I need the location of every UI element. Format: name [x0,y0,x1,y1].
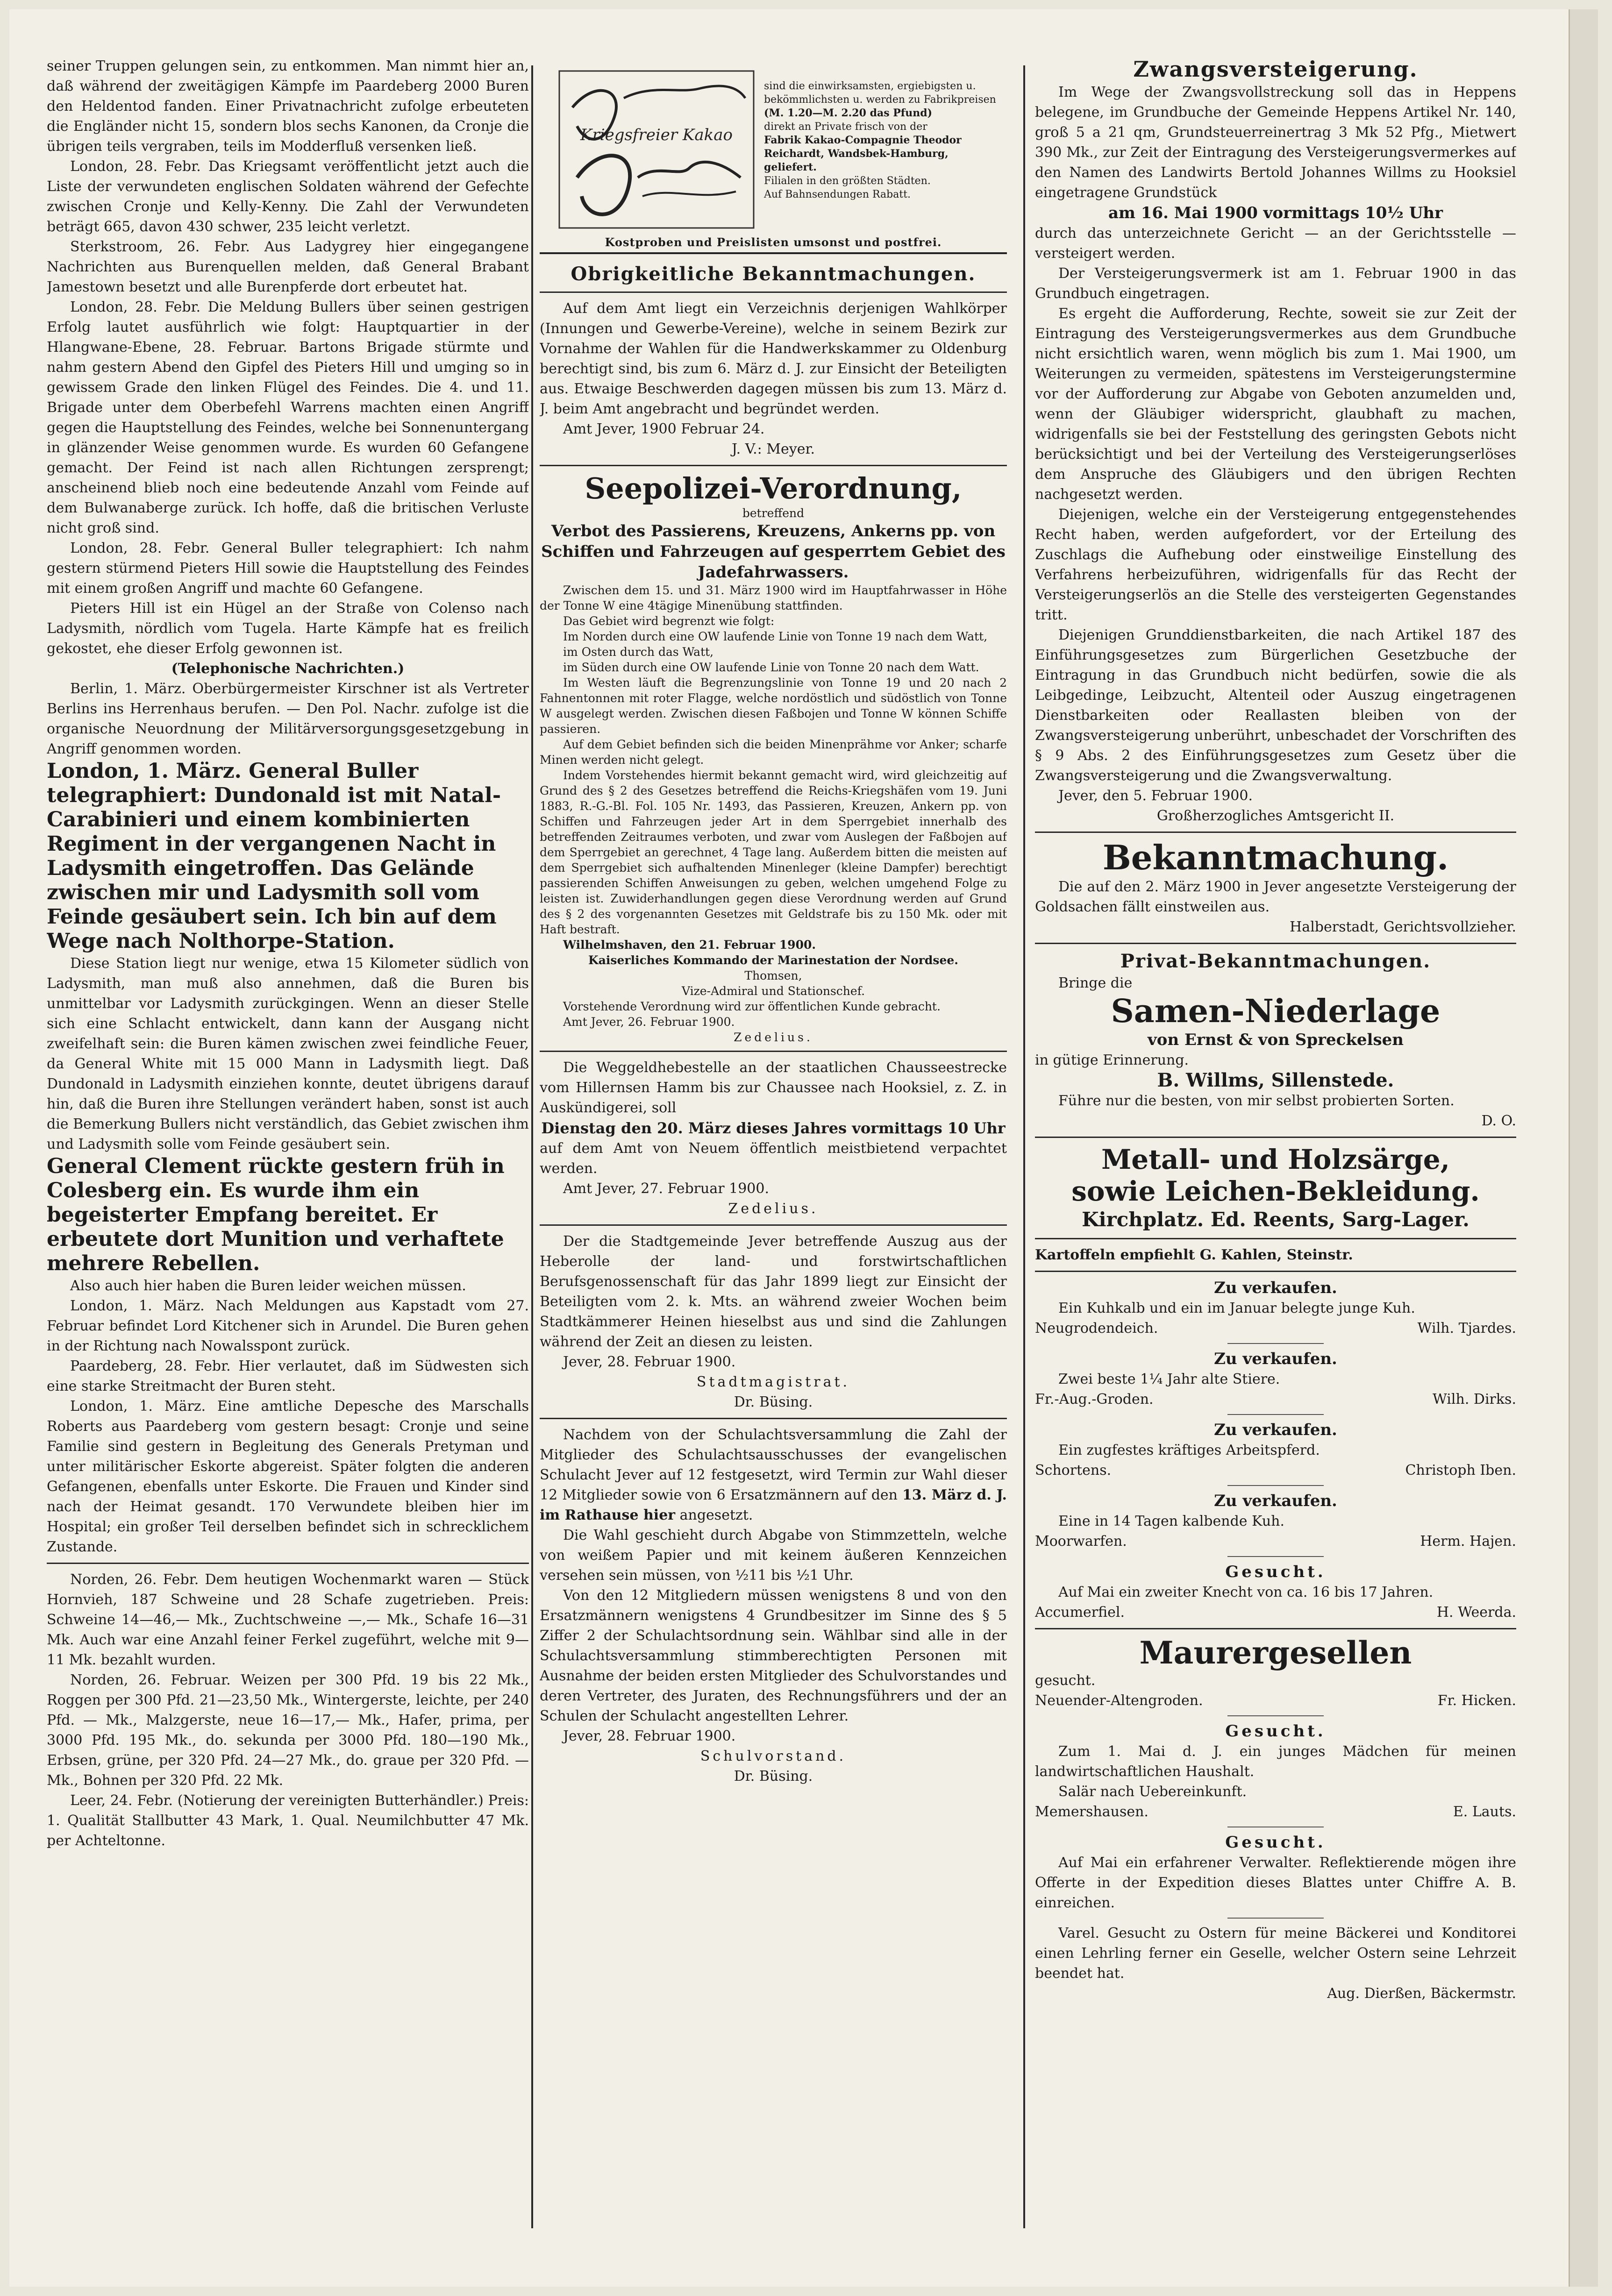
boundary-east: im Osten durch das Watt, [563,645,714,659]
notice-signature: Zedelius. [734,1031,813,1044]
notice-paragraph: Diejenigen, welche ein der Versteigerung entgegenstehendes Recht haben, werden aufgefordert, vor der Erteilung des Zuschlags die Aufhebung oder einstweilige Einstellung des Verfahrens herbeizuführen, widrigenfalls für das Recht der Versteigerungserlös an die Stelle des versteigerten Gegenstandes tritt. [1035,506,1516,623]
ad-text: Varel. Gesucht zu Ostern für meine Bäckerei und Konditorei einen Lehrling ferner ein Geselle, welcher Ostern seine Lehrzeit beendet hat. [1035,1925,1516,1982]
news-paragraph: Pieters Hill ist ein Hügel an der Straße von Colenso nach Ladysmith, nördlich vom Tugela. Harte Kämpfe hat es freilich gekostet, ehe dieser Erfolg gewonnen ist. [47,600,529,657]
ad-text: Eine in 14 Tagen kalbende Kuh. [1058,1513,1285,1529]
news-paragraph: London, 1. März. Nach Meldungen aus Kapstadt vom 27. Februar befindet Lord Kitchener sich in Arundel. Die Buren gehen in der Richtung nach Nowalsspont zurück. [47,1298,529,1354]
divider [1035,832,1516,833]
column-official-notices [540,56,1007,1786]
ad-footer-row [1035,1602,1516,1622]
divider [1035,1628,1516,1629]
ad-name: Herm. Hajen. [1420,1533,1516,1550]
sea-police-heading: Seepolizei-Verordnung, [585,471,962,505]
ad-footer-row [1035,1691,1516,1711]
notice-date: Wilhelmshaven, den 21. Februar 1900. [563,938,816,952]
cocoa-logo-image [558,70,755,229]
divider [1227,1556,1324,1557]
notice-paragraph: Vorstehende Verordnung wird zur öffentlichen Kunde gebracht. [563,1000,941,1013]
ad-place: Memershausen. [1035,1804,1148,1820]
ad-price: (M. 1.20—M. 2.20 das Pfund) [764,107,933,119]
telephone-news-heading: (Telephonische Nachrichten.) [171,661,405,677]
cocoa-advertisement [540,56,1007,254]
cocoa-logo-text: Kriegsfreier Kakao [580,126,733,144]
notice-paragraph: Die Wahl geschieht durch Abgabe von Stimmzetteln, welche von weißem Papier und mit keinem äußeren Kennzeichen versehen sein müssen, von ½11 bis ½1 Uhr. [540,1527,1007,1584]
notice-paragraph: Von den 12 Mitgliedern müssen wenigstens 8 und von den Ersatzmännern wenigstens 4 Grundbesitzer im Sinne des § 5 Ziffer 2 der Schulachtsordnung sein. Wählbar sind alle in der Schulachtsversammlung stimmberechtigten Personen mit Ausnahme der beiden ersten Mitglieder des Schulvorstandes und deren Vertreter, des Juraten, des Rechnungsführers und der an Schulen der Schulacht angestellten Lehrer. [540,1587,1007,1724]
notice-paragraph: Es ergeht die Aufforderung, Rechte, soweit sie zur Zeit der Eintragung des Versteigerungsvermerkes aus dem Grundbuche nicht ersichtlich waren, wenn möglich bis zum 1. Mai 1900, um Weiterungen zu vermeiden, spätestens im Versteigerungstermine vor der Aufforderung zur Abgabe von Geboten anzumelden und, wenn der Gläubiger widerspricht, glaubhaft zu machen, widrigenfalls sie bei der Feststellung des geringsten Gebots nicht berücksichtigt und bei der Verteilung des Versteigerungserlöses dem Anspruche des Gläubigers und den übrigen Rechten nachgesetzt werden. [1035,306,1516,503]
divider [1227,1343,1324,1344]
notice-paragraph: durch das unterzeichnete Gericht — an der Gerichtsstelle — versteigert werden. [1035,225,1516,262]
market-report: Norden, 26. Februar. Weizen per 300 Pfd. 19 bis 22 Mk., Roggen per 300 Pfd. 21—23,50 Mk., Wintergerste, leichte, per 240 Pfd. — Mk., Malzgerste, neue 16—17,— Mk., Hafer, prima, per 3000 Pfd. 195 Mk., do. sekunda per 3000 Pfd. 180—190 Mk., Erbsen, grüne, per 320 Pfd. 24—27 Mk., do. graue per 320 Pfd. — Mk., Bohnen per 320 Pfd. 22 Mk. [47,1672,529,1789]
notice-signature: Stadtmagistrat. [696,1374,850,1390]
divider [1035,1238,1516,1239]
potato-ad: Kartoffeln empfiehlt G. Kahlen, Steinstr. [1035,1247,1353,1263]
ad-text: in gütige Erinnerung. [1035,1052,1189,1068]
divider [540,1418,1007,1419]
ad-place: Neuender-Altengroden. [1035,1692,1203,1709]
ad-company: Fabrik Kakao-Compagnie Theodor Reichardt, Wandsbek-Hamburg, geliefert. [764,134,962,173]
column-rule-right [1023,65,1025,2228]
ad-text: Auf Mai ein zweiter Knecht von ca. 16 bis 17 Jahren. [1058,1584,1434,1600]
seed-store-owner: von Ernst & von Spreckelsen [1148,1031,1404,1049]
ad-footer-row [1035,1460,1516,1480]
notice-paragraph: Das Gebiet wird begrenzt wie folgt: [563,614,775,628]
ad-place: Fr.-Aug.-Groden. [1035,1391,1154,1407]
notice-paragraph: Diejenigen Grunddienstbarkeiten, die nach Artikel 187 des Einführungsgesetzes zum Bürgerlichen Gesetzbuche der Eintragung in das Grundbuch nicht bedürfen, sowie die als Leibgedinge, Leibzucht, Altenteil oder Auszug eingetragenen Dienstbarkeiten oder Reallasten bleiben von der Zwangsversteigerung unberührt, unbeschadet der Vorschriften des § 9 Abs. 2 des Einführungsgesetzes zum Gesetz über die Zwangsversteigerung und die Zwangsverwaltung. [1035,627,1516,784]
ad-name: E. Lauts. [1453,1804,1516,1820]
ad-text: Zum 1. Mai d. J. ein junges Mädchen für meinen landwirtschaftlichen Haushalt. [1035,1743,1516,1780]
seed-store-name: B. Willms, Sillenstede. [1157,1069,1394,1091]
divider [47,1563,529,1564]
notice-paragraph: Auf dem Gebiet befinden sich die beiden Minenprähme vor Anker; scharfe Minen werden nicht gelegt. [540,738,1007,767]
boundary-west: Im Westen läuft die Begrenzungslinie von Tonne 19 und 20 nach 2 Fahnentonnen mit roter Flagge, welche nordöstlich und südöstlich von Tonne W ausgelegt werden. Zwischen diesen Faßbojen und Tonne W können Schiffe passieren. [540,676,1007,736]
coffin-ad-heading: Metall- und Holzsärge, [1101,1144,1450,1175]
notice-signature: Thomsen, [744,969,802,982]
ad-text: Ein Kuhkalb und ein im Januar belegte junge Kuh. [1058,1300,1415,1316]
for-sale-heading: Zu verkaufen. [1214,1492,1337,1510]
notice-paragraph: Zwischen dem 15. und 31. März 1900 wird im Hauptfahrwasser in Höhe der Tonne W eine 4tägige Minenübung stattfinden. [540,583,1007,612]
column-news [47,56,529,1851]
news-paragraph: London, 28. Febr. General Buller telegraphiert: Ich nahm gestern stürmend Pieters Hill sowie die Hauptstellung des Feindes mit einem großen Angriff und machte 60 Gefangene. [47,540,529,597]
divider [1035,1271,1516,1272]
auction-date-bold: am 16. Mai 1900 vormittags 10½ Uhr [1108,204,1443,222]
notice-signature: Zedelius. [728,1201,819,1217]
ad-line: direkt an Private frisch von der [764,121,927,133]
market-report: Leer, 24. Febr. (Notierung der vereinigten Butterhändler.) Preis: 1. Qualität Stallbutter 43 Mark, 1. Qual. Neumilchbutter 47 Mk. per Achteltonne. [47,1792,529,1849]
news-paragraph: London, 28. Febr. Das Kriegsamt veröffentlicht jetzt auch die Liste der verwundeten englischen Soldaten während der Gefechte zwischen Cronje und Kelly-Kenny. Die Zahl der Verwundeten beträgt 665, davon 430 schwer, 235 leicht verletzt. [47,158,529,235]
boundary-north: Im Norden durch eine OW laufende Linie von Tonne 19 nach dem Watt, [563,630,988,643]
ad-name: Wilh. Dirks. [1433,1391,1516,1407]
wanted-heading: Gesucht. [1225,1722,1326,1741]
private-notices-heading: Privat-Bekanntmachungen. [1120,950,1431,972]
notice-paragraph [540,1425,1007,1525]
notice-paragraph: Der Versteigerungsvermerk ist am 1. Februar 1900 in das Grundbuch eingetragen. [1035,265,1516,302]
bold-news-bulletin: General Clement rückte gestern früh in Colesberg ein. Es wurde ihm ein begeisterter Empfang bereitet. Er erbeutete dort Munition und verhaftete mehrere Rebellen. [47,1154,505,1275]
news-paragraph: Paardeberg, 28. Febr. Hier verlautet, daß im Südwesten sich eine starke Streitmacht der Buren steht. [47,1358,529,1394]
ad-place: Schortens. [1035,1462,1112,1479]
ad-text: Salär nach Uebereinkunft. [1058,1784,1247,1800]
notice-paragraph: Indem Vorstehendes hiermit bekannt gemacht wird, wird gleichzeitig auf Grund des § 2 des Gesetzes betreffend die Reichs-Kriegshäfen vom 19. Juni 1883, R.-G.-Bl. Fol. 105 Nr. 1493, das Passieren, Kreuzen, Ankern pp. von Schiffen und Fahrzeugen jeder Art in dem Sperrgebiet innerhalb des betreffenden Zeitraumes verboten, und zwar vom Auslegen der Faßbojen auf dem Sperrgebiet an gerechnet, 4 Tage lang. Außerdem bitten die meisten auf dem Sperrgebiet sich aufhaltenden Minenleger (kleine Dampfer) berechtigt passierenden Schiffen Anweisungen zu geben, welchen umgehend Folge zu leisten ist. Zuwiderhandlungen gegen diese Verordnung werden auf Grund des § 2 des vorgenannten Gesetzes mit Geldstrafe bis zu 150 Mk. oder mit Haft bestraft. [540,768,1007,936]
ad-signature: Aug. Dierßen, Bäckermstr. [1327,1985,1516,2002]
official-notices-heading: Obrigkeitliche Bekanntmachungen. [571,263,976,285]
wanted-heading: Gesucht. [1225,1833,1326,1852]
notice-date: Amt Jever, 1900 Februar 24. [563,421,765,437]
notice-paragraph: Die auf den 2. März 1900 in Jever angesetzte Versteigerung der Goldsachen fällt einstweilen aus. [1035,879,1516,915]
news-paragraph: Sterkstroom, 26. Febr. Aus Ladygrey hier eingegangene Nachrichten aus Burenquellen melden, daß General Brabant Jamestown besetzt und alle Burenpferde dort erbeutet hat. [47,239,529,295]
column-rule-left [531,65,533,2228]
ad-place: Accumerfiel. [1035,1604,1125,1621]
market-report: Norden, 26. Febr. Dem heutigen Wochenmarkt waren — Stück Hornvieh, 187 Schweine und 28 Schafe zugetrieben. Preis: Schweine 14—46,— Mk., Zuchtschweine —,— Mk., Schafe 16—31 Mk. Auch war eine Anzahl feiner Ferkel zugeführt, welche mit 9—11 Mk. bezahlt wurden. [47,1571,529,1668]
ad-name: H. Weerda. [1436,1604,1516,1621]
column-auctions-ads [1035,56,1516,2004]
page-edge [1569,9,1598,2287]
notice-signature: Dr. Büsing. [734,1768,813,1784]
ad-line: sind die einwirksamsten, ergiebigsten u. bekömmlichsten u. werden zu Fabrikpreisen [764,80,996,106]
boundary-south: im Süden durch eine OW laufende Linie von Tonne 20 nach dem Watt. [563,661,979,674]
sea-police-title: Verbot des Passierens, Kreuzens, Ankerns pp. von Schiffen und Fahrzeugen auf gesperrtem Gebiet des Jadefahrwassers. [541,522,1006,582]
divider [540,465,1007,466]
ad-text: gesucht. [1035,1672,1096,1689]
wanted-heading: Gesucht. [1225,1563,1326,1581]
ad-footer-row [1035,1531,1516,1551]
announcement-heading: Bekanntmachung. [1102,838,1449,877]
for-sale-heading: Zu verkaufen. [1214,1279,1337,1297]
ad-footer: Kostproben und Preislisten umsonst und postfrei. [605,235,942,249]
notice-date-bold: Dienstag den 20. März dieses Jahres vormittags 10 Uhr [541,1119,1006,1137]
ad-footer-row [1035,1389,1516,1409]
seed-store-heading: Samen-Niederlage [1111,993,1441,1030]
ad-name: Fr. Hicken. [1437,1692,1516,1709]
for-sale-heading: Zu verkaufen. [1214,1350,1337,1368]
ad-signature: D. O. [1481,1113,1516,1129]
news-paragraph: Diese Station liegt nur wenige, etwa 15 Kilometer südlich von Ladysmith, man muß also annehmen, daß die Buren bis unmittelbar vor Ladysmith zurückgingen. Wenn an dieser Stelle sich eine Schlacht entwickelt, dann kann der Ausgang nicht zweifelhaft sein: die Buren kämen zwischen zwei feindliche Feuer, da General White mit 15 000 Mann in Ladysmith liegt. Daß Dundonald in Ladysmith einziehen konnte, deutet übrigens darauf hin, daß die Buren ihre Stellungen verändert haben, sonst ist auch die Bemerkung Bullers nicht verständlich, das Gebiet zwischen ihm und Ladysmith solle vom Feinde gesäubert sein. [47,955,529,1152]
divider [1227,1485,1324,1486]
ad-text: Führe nur die besten, von mir selbst probierten Sorten. [1058,1093,1455,1109]
notice-authority: Großherzogliches Amtsgericht II. [1156,808,1395,824]
divider [1227,1414,1324,1415]
notice-signature: J. V.: Meyer. [731,441,815,457]
news-paragraph: Berlin, 1. März. Oberbürgermeister Kirschner ist als Vertreter Berlins ins Herrenhaus berufen. — Den Pol. Nachr. zufolge ist die organische Neuordnung der Militärversorgungsgesetzgebung in Angriff genommen worden. [47,681,529,757]
notice-text: Nachdem von der Schulachtsversammlung die Zahl der Mitglieder des Schulachtsausschusses der evangelischen Schulacht Jever auf 12 festgesetzt, wird Termin zur Wahl dieser 12 Mitglieder sowie von 6 Ersatzmännern auf den [540,1427,1007,1503]
news-paragraph: London, 1. März. Eine amtliche Depesche des Marschalls Roberts aus Paardeberg vom gestern besagt: Cronje und seine Familie sind gestern in Begleitung des Generals Pretyman und unter militärischer Eskorte abgereist. Später folgten die anderen Gefangenen, ebenfalls unter Eskorte. Die Frauen und Kinder sind nach der Heimat gesandt. 170 Verwundete bleiben hier im Hospital; ein großer Teil derselben befindet sich in schrecklichem Zustande. [47,1398,529,1555]
masons-wanted-heading: Maurergesellen [1139,1635,1412,1671]
ad-footer-row [1035,1318,1516,1338]
divider [1227,1715,1324,1716]
divider [540,1224,1007,1226]
foreclosure-heading: Zwangsversteigerung. [1133,57,1418,82]
divider [540,291,1007,293]
divider [1227,1918,1324,1919]
ad-text: Bringe die [1058,975,1133,991]
for-sale-heading: Zu verkaufen. [1214,1421,1337,1439]
news-paragraph: seiner Truppen gelungen sein, zu entkommen. Man nimmt hier an, daß während der zweitägigen Kämpfe im Paardeberg 2000 Buren den Heldentod fanden. Einer Privatnachricht zufolge erbeuteten die Engländer nicht 15, sondern blos sechs Kanonen, da Cronje die übrigen teils vergraben, teils im Modderfluß versenken ließ. [47,58,529,155]
bold-news-bulletin: London, 1. März. General Buller telegraphiert: Dundonald ist mit Natal-Carabinieri und einem kombinierten Regiment in der vergangenen Nacht in Ladysmith eingetroffen. Das Gelände zwischen mir und Ladysmith soll vom Feinde gesäubert sein. Ich bin auf dem Wege nach Nolthorpe-Station. [47,759,501,953]
notice-date: Jever, 28. Februar 1900. [563,1728,736,1744]
notice-date: Jever, 28. Februar 1900. [563,1354,736,1370]
ad-place: Moorwarfen. [1035,1533,1127,1550]
notice-date: Amt Jever, 27. Februar 1900. [563,1180,769,1197]
news-paragraph: London, 28. Febr. Die Meldung Bullers über seinen gestrigen Erfolg lautet ausführlich wie folgt: Hauptquartier in der Hlangwane-Ebene, 28. Februar. Bartons Brigade stürmte und nahm gestern Abend den Gipfel des Pieters Hill und umging so in gewissem Grade den linken Flügel des Feindes. Die 4. und 11. Brigade unter dem Oberbefehl Warrens machten einen Angriff gegen die Hauptstellung des Feindes, welche bei Sonnenuntergang in glänzender Weise genommen wurde. Es wurden 60 Gefangene gemacht. Der Feind ist nach allen Richtungen zersprengt; anscheinend blieb noch eine bedeutende Anzahl vom Feinde auf dem Bulwanaberge zurück. Ich hoffe, daß die britischen Verluste nicht groß sind. [47,299,529,536]
ad-place: Neugrodendeich. [1035,1320,1158,1336]
notice-paragraph: Der die Stadtgemeinde Jever betreffende Auszug aus der Heberolle der land- und forstwirtschaftlichen Berufsgenossenschaft für das Jahr 1899 liegt zur Einsicht der Beteiligten vom 2. k. Mts. an während zweier Wochen beim Stadtkämmerer Heinen hieselbst aus und sind die Zahlungen während der Zeit an diesen zu leisten. [540,1233,1007,1350]
sea-police-sub: betreffend [742,506,805,520]
notice-paragraph: Auf dem Amt liegt ein Verzeichnis derjenigen Wahlkörper (Innungen und Gewerbe-Vereine), welche in seinem Bezirk zur Vornahme der Wahlen für die Handwerkskammer zu Oldenburg berechtigt sind, bis zum 6. März d. J. zur Einsicht der Beteiligten aus. Etwaige Beschwerden dagegen müssen bis zum 13. März d. J. beim Amt angebracht und begründet werden. [540,300,1007,417]
ad-line: Auf Bahnsendungen Rabatt. [764,189,911,200]
notice-rank: Vize-Admiral und Stationschef. [681,984,865,998]
notice-bold: 13. März d. J. im Rathause hier [540,1487,1007,1523]
notice-paragraph: Die Weggeldhebestelle an der staatlichen Chausseestrecke vom Hillernsen Hamm bis zur Chaussee nach Hooksiel, z. Z. in Auskündigerei, soll [540,1059,1007,1116]
coffin-ad-address: Kirchplatz. Ed. Reents, Sarg-Lager. [1082,1208,1469,1231]
newspaper-page [9,9,1598,2287]
notice-signature: Schulvorstand. [700,1748,847,1764]
notice-date: Amt Jever, 26. Februar 1900. [563,1015,735,1029]
ad-footer-row [1035,1802,1516,1822]
ad-text: Ein zugfestes kräftiges Arbeitspferd. [1058,1442,1320,1458]
notice-text: angesetzt. [679,1507,753,1523]
coffin-ad-heading: sowie Leichen-Bekleidung. [1071,1175,1480,1207]
divider [1035,943,1516,944]
ad-line: Filialen in den größten Städten. [764,175,931,187]
ad-name: Wilh. Tjardes. [1417,1320,1516,1336]
ad-text: Auf Mai ein erfahrener Verwalter. Reflektierende mögen ihre Offerte in der Expedition dieses Blattes unter Chiffre A. B. einreichen. [1035,1855,1516,1911]
news-paragraph: Also auch hier haben die Buren leider weichen müssen. [70,1278,466,1294]
divider [540,1051,1007,1052]
divider [1035,1137,1516,1138]
notice-signature: Dr. Büsing. [734,1394,813,1410]
ad-text: Zwei beste 1¼ Jahr alte Stiere. [1058,1371,1280,1387]
ad-name: Christoph Iben. [1405,1462,1516,1479]
notice-paragraph: Im Wege der Zwangsvollstreckung soll das in Heppens belegene, im Grundbuche der Gemeinde Heppens Artikel Nr. 140, groß 5 a 21 qm, Grundsteuerreinertrag 3 Mk 52 Pfg., Mietwert 390 Mk., zur Zeit der Eintragung des Versteigerungsvermerkes auf den Namen des Landwirts Bertold Johannes Willms zu Hooksiel eingetragene Grundstück [1035,84,1516,201]
notice-authority: Kaiserliches Kommando der Marinestation der Nordsee. [588,953,958,967]
notice-paragraph: auf dem Amt von Neuem öffentlich meistbietend verpachtet werden. [540,1140,1007,1177]
notice-date: Jever, den 5. Februar 1900. [1058,788,1253,804]
notice-signature: Halberstadt, Gerichtsvollzieher. [1290,919,1516,935]
